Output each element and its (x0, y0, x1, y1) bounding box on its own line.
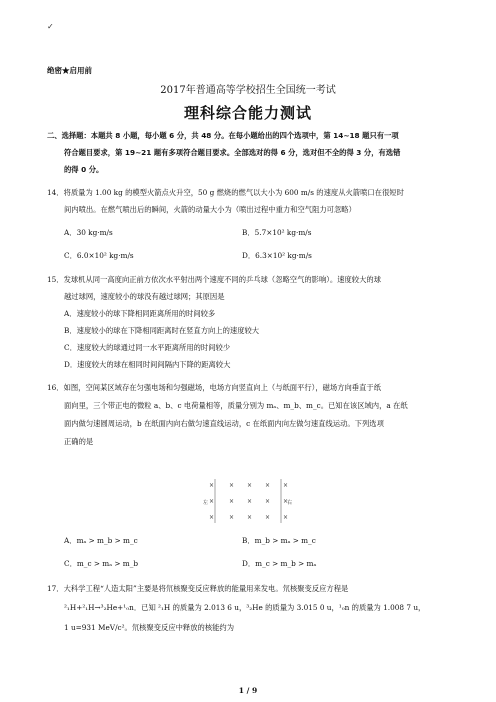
q15-option-b: B．速度较小的球在下降相同距离时在竖直方向上的速度较大 (64, 326, 260, 335)
field-cross-2-4: × (283, 514, 289, 521)
q16-stem-line4: 正确的是 (64, 437, 94, 446)
field-cross-1-2: × (247, 498, 253, 505)
check-mark-icon: ✓ (47, 22, 54, 31)
q14-option-a: A．30 kg·m/s (64, 228, 113, 237)
field-cross-2-1: × (229, 514, 235, 521)
q14-option-b: B．5.7×10² kg·m/s (242, 228, 312, 237)
q16-option-d: D．m_c > m_b > mₐ (242, 559, 317, 568)
section-instructions-line2: 符合题目要求，第 19~21 题有多项符合题目要求。全部选对的得 6 分，选对但不全的得 3 分，有选错 (64, 148, 401, 157)
q14-stem-line2: 间内喷出。在燃气喷出后的瞬间，火箭的动量大小为（喷出过程中重力和空气阻力可忽略） (64, 205, 356, 214)
q14-option-c: C．6.0×10² kg·m/s (64, 251, 134, 260)
q17-stem-line3: 1 u=931 MeV/c²。氘核聚变反应中释放的核能约为 (64, 623, 235, 632)
q15-stem-line2: 越过球网，速度较小的球没有越过球网；其原因是 (64, 292, 225, 301)
field-cross-0-2: × (247, 482, 253, 489)
q16-stem-line3: 面内做匀速圆周运动，b 在纸面内向右做匀速直线运动，c 在纸面内向左做匀速直线运动。下列选项 (64, 419, 384, 428)
magnetic-field-crosses (209, 482, 288, 521)
q15-stem-line1: 15．发球机从同一高度向正前方依次水平射出两个速度不同的乒乓球（忽略空气的影响）。速度较大的球 (47, 275, 381, 284)
subject-title: 理科综合能力测试 (183, 104, 312, 122)
q14-option-d: D．6.3×10² kg·m/s (242, 251, 312, 260)
exam-title: 2017年普通高等学校招生全国统一考试 (160, 85, 336, 96)
q15-option-a: A．速度较小的球下降相同距离所用的时间较多 (64, 309, 216, 318)
field-cross-1-3: × (265, 498, 271, 505)
field-cross-2-3: × (265, 514, 271, 521)
field-cross-2-2: × (247, 514, 253, 521)
page-number: 1 / 9 (238, 686, 258, 695)
field-cross-0-3: × (265, 482, 271, 489)
q16-option-c: C．m_c > mₐ > m_b (64, 559, 139, 568)
section-instructions-line3: 的得 0 分。 (64, 165, 104, 174)
fig-label-left: 左 (203, 500, 209, 506)
field-cross-2-0: × (209, 514, 215, 521)
q16-option-b: B．m_b > mₐ > m_c (242, 536, 316, 545)
fig-label-right: 右 (287, 500, 293, 506)
field-cross-1-0: × (209, 498, 215, 505)
q16-stem-line2: 面向里，三个带正电的微粒 a、b、c 电荷量相等，质量分别为 mₐ、m_b、m_c。已知在该区域内，a 在纸 (64, 401, 408, 410)
q15-option-d: D．速度较大的球在相同时间间隔内下降的距离较大 (64, 360, 231, 369)
confidential-label: 绝密★启用前 (47, 66, 92, 75)
q16-option-a: A．mₐ > m_b > m_c (64, 536, 138, 545)
field-cross-1-1: × (229, 498, 235, 505)
field-cross-0-0: × (209, 482, 215, 489)
field-diagram (199, 477, 299, 525)
q17-stem-line1: 17．大科学工程“人造太阳”主要是将氘核聚变反应释放的能量用来发电。氘核聚变反应方程是 (47, 584, 349, 593)
q14-stem-line1: 14．将质量为 1.00 kg 的模型火箭点火升空，50 g 燃烧的燃气以大小为 600 m/s 的速度从火箭喷口在很短时 (47, 188, 404, 197)
field-cross-1-4: × (283, 498, 289, 505)
q16-stem-line1: 16．如图，空间某区域存在匀强电场和匀强磁场，电场方向竖直向上（与纸面平行），磁场方向垂直于纸 (47, 383, 381, 392)
q17-stem-line2: ²₁H+²₁H→³₂He+¹₀n．已知 ²₁H 的质量为 2.013 6 u，³₂He 的质量为 3.015 0 u，¹₀n 的质量为 1.008 7 u， (64, 603, 426, 612)
field-cross-0-1: × (229, 482, 235, 489)
section-instructions-line1: 二、选择题：本题共 8 小题，每小题 6 分，共 48 分。在每小题给出的四个选项中，第 14~18 题只有一项 (47, 131, 399, 140)
q15-option-c: C．速度较大的球通过同一水平距离所用的时间较少 (64, 343, 231, 352)
field-cross-0-4: × (283, 482, 289, 489)
